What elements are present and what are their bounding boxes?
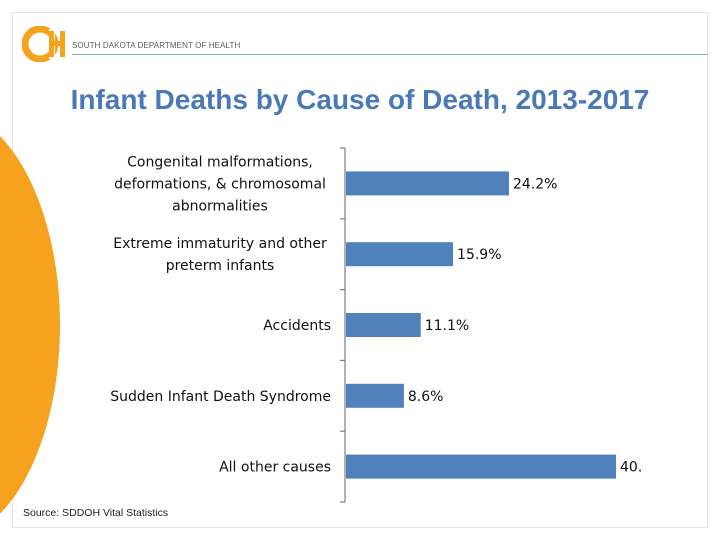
data-label: 8.6% [407,388,444,405]
category-label: Extreme immaturity and other preterm infants [113,236,327,275]
category-label: All other causes [219,459,331,476]
bar [346,455,616,479]
category-label: Accidents [263,318,331,334]
data-label: 15.9% [457,247,502,264]
bar [346,171,509,195]
source-note: Source: SDDOH Vital Statistics [23,507,169,519]
chart-title: Infant Deaths by Cause of Death, 2013-2017 [70,84,650,115]
category-label: Congenital malformations, deformations, & chromosomal abnormalities [114,154,326,215]
category-label: Sudden Infant Death Syndrome [110,388,331,405]
data-label: 11.1% [424,318,470,334]
bar [346,384,404,408]
logo-text: SOUTH DAKOTA DEPARTMENT OF HEALTH [72,41,241,50]
data-label: 24.2% [512,176,558,193]
bar [346,242,453,266]
data-label: 40. [620,459,643,476]
bar [346,313,421,337]
